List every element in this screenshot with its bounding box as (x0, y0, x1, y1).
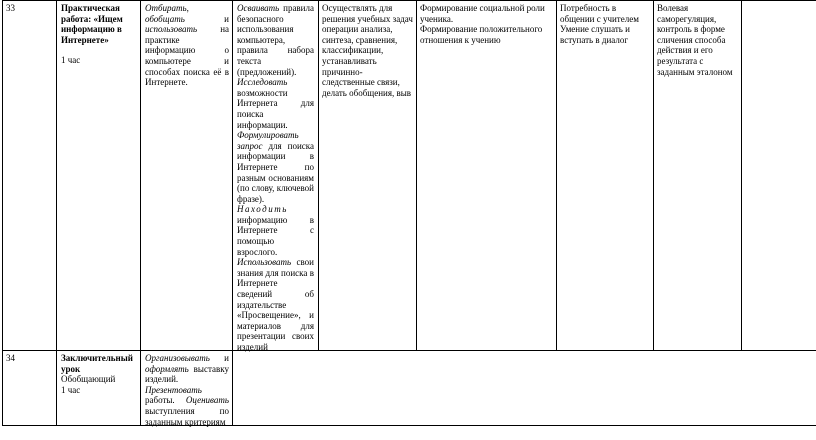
row34-number: 34 (6, 353, 15, 363)
text-run: Презентовать (145, 384, 202, 395)
text-run: свои знания для поиска в Интернете сведений об издательстве «Просвещение», и материалов для презентации своих изделий (237, 257, 314, 352)
text-run: на практике информацию о компьютере и способах поиска её в Интернете. (145, 24, 229, 88)
row33-regulative (657, 3, 739, 77)
text-run: использовать (145, 24, 198, 35)
row33-hours: 1 час (61, 55, 81, 66)
row33-personal (420, 3, 554, 45)
text-run: , (186, 3, 189, 13)
text-run: и (209, 353, 229, 363)
text-run: Отбирать (145, 3, 187, 13)
row33-communicative-2: Умение слушать и вступать в диалог (560, 24, 630, 45)
row34-hours: 1 час (61, 384, 81, 395)
row33-lesson-title: Практическая работа: «Ищем информацию в Интернете» (61, 3, 123, 45)
row33-personal-1: Формирование социальной роли ученика. (420, 3, 545, 24)
text-run: правила безопасного использования компьютера, правила набора текста (предложений). (237, 3, 314, 77)
row34-subject-results (145, 353, 229, 427)
row33-cognitive (322, 3, 414, 98)
row33-subject-results (145, 3, 229, 88)
row33-cognitive-text: Осуществлять для решения учебных задач операции анализа, синтеза, сравнения, классификации, устанавливать причинно-следственные связи, делать обобщения, выв (322, 3, 413, 98)
text-run: Исследовать (237, 77, 288, 88)
row34-lesson-title: Заключительный урок (61, 353, 133, 374)
text-run: Использовать (237, 257, 292, 268)
text-run: обобщать (145, 13, 185, 24)
text-run: Осваивать (237, 3, 280, 13)
row33-lesson-cell (61, 3, 136, 66)
row33-activities (237, 3, 314, 353)
text-run: Оценивать (185, 395, 229, 406)
text-run: Формулировать запрос (237, 130, 299, 151)
row34-lesson-subtitle: Обобщающий (61, 374, 116, 385)
text-run: выставку изделий. (145, 363, 229, 385)
row33-regulative-text: Волевая саморегуляция, контроль в форме сличения способа действия и его результата с заданным эталоном (657, 3, 733, 77)
text-run: для поиска информации в Интернете по разным основаниям (по слову, ключевой фразе). (237, 140, 314, 204)
text-run: возможности Интернета для поиска информации. (237, 87, 314, 130)
row33-communicative (560, 3, 651, 45)
row33-personal-2: Формирование положительного отношения к учению (420, 24, 543, 45)
text-run: и (184, 13, 229, 24)
text-run: информацию в Интернете с помощью взрослого. (237, 214, 314, 257)
text-run: выступления по заданным критериям (145, 405, 229, 427)
text-run: Находить (237, 204, 288, 215)
row33-subject-results-text (145, 3, 229, 88)
text-run: работы. (145, 395, 186, 406)
row33-number: 33 (6, 3, 15, 13)
text-run: оформлять (145, 363, 189, 374)
row33-activities-text (237, 3, 314, 353)
text-run: Организовывать (145, 353, 210, 363)
row33-communicative-1: Потребность в общении с учителем (560, 3, 639, 24)
row34-lesson-cell (61, 353, 133, 395)
row34-subject-results-text (145, 353, 229, 427)
